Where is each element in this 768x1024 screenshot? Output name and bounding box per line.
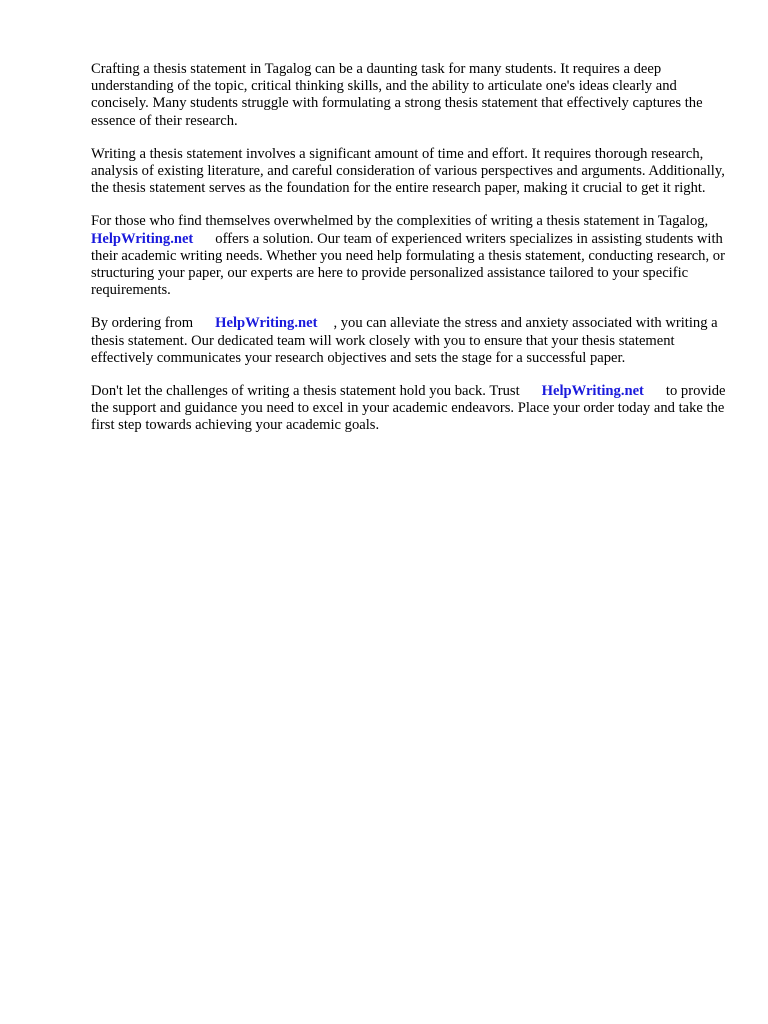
paragraph-solution-text-after: offers a solution. Our team of experienced writers specializes in assisting students with their academic writing needs. Whether you need help formulating a thesis statement, conducting research, or structuring your paper, our experts are here to provide personalized assistance tailored to your specific requirements.: [91, 230, 725, 299]
paragraph-closing-text-before: Don't let the challenges of writing a thesis statement hold you back. Trust: [91, 383, 520, 400]
paragraph-closing-text-after: to provide the support and guidance you need to excel in your academic endeavors. Place your order today and take the first step towards achieving your academic goals.: [91, 383, 726, 434]
paragraph-intro: Crafting a thesis statement in Tagalog can be a daunting task for many students. It requires a deep understanding of the topic, critical thinking skills, and the ability to articulate one's ideas clearly and concisely. Many students struggle with formulating a strong thesis statement that effectively captures the essence of their research.: [91, 61, 703, 129]
helpwriting-link-3[interactable]: HelpWriting.net: [541, 383, 644, 400]
paragraph-ordering: [91, 315, 731, 367]
paragraph-effort: Writing a thesis statement involves a significant amount of time and effort. It requires thorough research, analysis of existing literature, and careful consideration of various perspectives and arguments. Additionally, the thesis statement serves as the foundation for the entire research paper, making it crucial to get it right.: [91, 145, 725, 197]
helpwriting-link-2[interactable]: HelpWriting.net: [215, 315, 318, 332]
helpwriting-link-1[interactable]: HelpWriting.net: [91, 230, 194, 247]
paragraph-ordering-text-before: By ordering from: [91, 315, 194, 332]
paragraph-solution: [91, 213, 731, 299]
paragraph-solution-text-before: For those who find themselves overwhelmed by the complexities of writing a thesis statement in Tagalog,: [91, 213, 709, 230]
paragraph-ordering-text-after: , you can alleviate the stress and anxiety associated with writing a thesis statement. Our dedicated team will work closely with you to ensure that your thesis statement effectively communicates your research objectives and sets the stage for a successful paper.: [91, 315, 718, 366]
document-body: [91, 61, 731, 451]
paragraph-closing: [91, 383, 731, 435]
